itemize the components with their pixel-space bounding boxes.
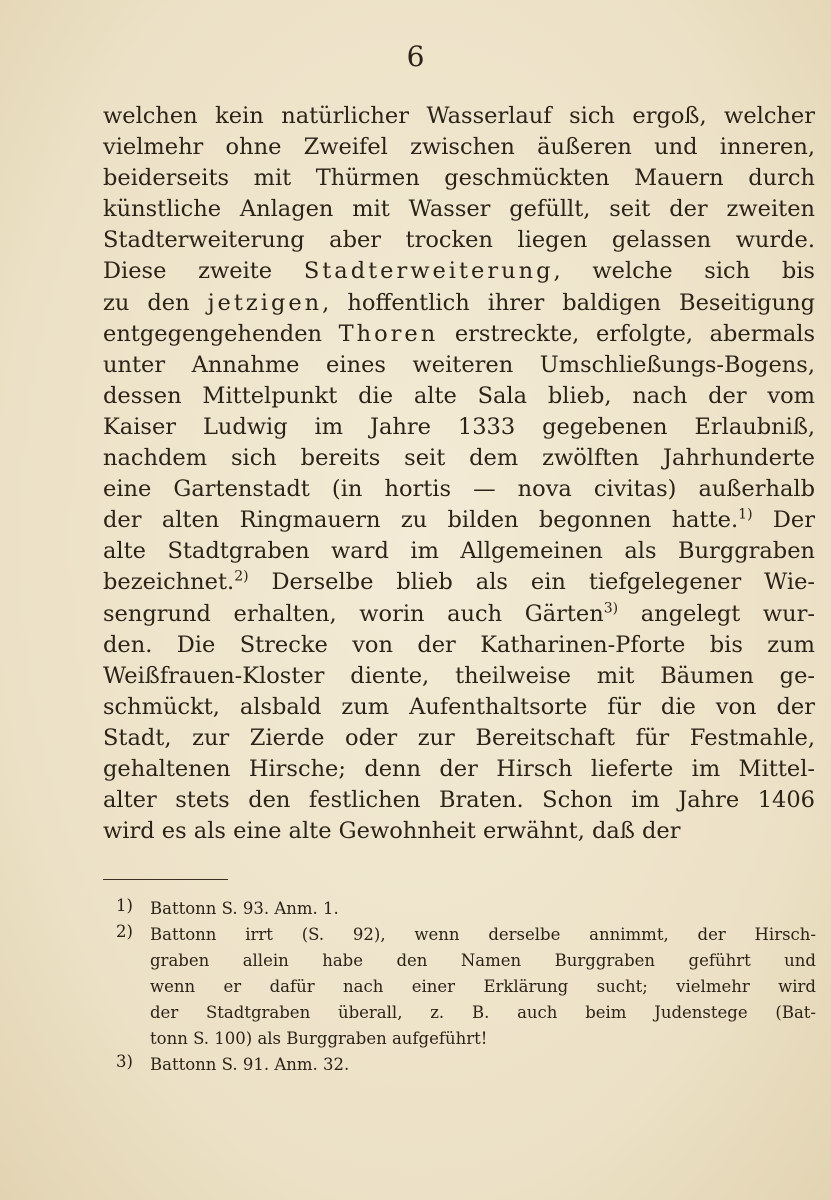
text-line: alte Stadtgraben ward im Allgemeinen als Burggraben	[103, 538, 815, 565]
text-run: Diese zweite	[103, 258, 304, 285]
text-run: Derselbe blieb als ein tiefgelegener Wie-	[248, 569, 815, 596]
footnote-line: der Stadtgraben überall, z. B. auch beim Judenstege (Bat-	[150, 1003, 816, 1022]
footnote-line: Battonn S. 91. Anm. 32.	[150, 1055, 350, 1074]
footnotes	[116, 896, 816, 1078]
emphasized-word: Stadterweiterung	[303, 258, 554, 285]
footnote-2	[116, 922, 816, 1052]
text-line: Weißfrauen-Kloster diente, theilweise mit Bäumen ge-	[103, 662, 815, 689]
text-line: Stadt, zur Zierde oder zur Bereitschaft für Festmahle,	[103, 724, 815, 751]
text-line: dessen Mittelpunkt die alte Sala blieb, nach der vom	[103, 382, 815, 409]
text-line: schmückt, alsbald zum Aufenthaltsorte für die von der	[103, 693, 815, 720]
footnote-mark: 1)	[116, 896, 133, 915]
text-run: , welche sich bis	[553, 258, 815, 285]
footnote-1	[116, 896, 816, 922]
text-run: angelegt wur-	[618, 600, 815, 627]
footnote-line: Battonn irrt (S. 92), wenn derselbe annimmt, der Hirsch-	[150, 925, 816, 944]
footnote-3	[116, 1052, 816, 1078]
footnote-line: wenn er dafür nach einer Erklärung sucht; vielmehr wird	[150, 977, 816, 996]
footnote-ref: 3)	[603, 600, 619, 616]
text-line	[103, 319, 815, 350]
footnote-ref: 1)	[738, 506, 753, 523]
text-line	[103, 599, 815, 630]
text-run: zu den	[103, 289, 208, 316]
footnote-divider	[103, 879, 228, 880]
footnote-line: graben allein habe den Namen Burggraben geführt und	[150, 951, 816, 970]
text-line: beiderseits mit Thürmen geschmückten Mauern durch	[103, 165, 815, 192]
text-line: alter stets den festlichen Braten. Schon im Jahre 1406	[103, 787, 815, 814]
text-line: gehaltenen Hirsche; denn der Hirsch lieferte im Mittel-	[103, 755, 815, 782]
text-line: unter Annahme eines weiteren Umschließungs-Bogens,	[103, 351, 815, 378]
emphasized-word: Thoren	[338, 320, 439, 347]
text-run: , hoffentlich ihrer baldigen Beseitigung	[322, 289, 815, 316]
footnote-mark: 2)	[116, 922, 133, 941]
text-run: bezeichnet.	[103, 569, 235, 596]
text-line: den. Die Strecke von der Katharinen-Pforte bis zum	[103, 631, 815, 658]
text-line: welchen kein natürlicher Wasserlauf sich ergoß, welcher	[103, 103, 815, 129]
text-line	[103, 288, 815, 319]
text-run: sengrund erhalten, worin auch Gärten	[103, 600, 604, 627]
text-line	[103, 505, 815, 536]
text-line: Stadterweiterung aber trocken liegen gelassen wurde.	[103, 227, 815, 254]
page-number: 6	[406, 40, 425, 73]
text-line: künstliche Anlagen mit Wasser gefüllt, seit der zweiten	[103, 196, 815, 223]
text-line	[103, 256, 815, 287]
emphasized-word: jetzigen	[207, 289, 323, 316]
text-line: wird es als eine alte Gewohnheit erwähnt, daß der	[103, 818, 681, 845]
footnote-mark: 3)	[116, 1052, 133, 1071]
text-line: vielmehr ohne Zweifel zwischen äußeren und inneren,	[103, 134, 815, 161]
footnote-line: tonn S. 100) als Burggraben aufgeführt!	[150, 1029, 488, 1048]
text-run: der alten Ringmauern zu bilden begonnen hatte.	[103, 507, 739, 534]
text-run: entgegengehenden	[103, 320, 339, 347]
footnote-line: Battonn S. 93. Anm. 1.	[150, 899, 339, 918]
text-run: Der	[752, 507, 815, 534]
footnote-ref: 2)	[234, 568, 249, 585]
text-line: Kaiser Ludwig im Jahre 1333 gegebenen Erlaubniß,	[103, 413, 815, 440]
text-line	[103, 567, 815, 598]
main-text	[103, 101, 815, 847]
text-line: nachdem sich bereits seit dem zwölften Jahrhunderte	[103, 445, 815, 472]
text-line: eine Gartenstadt (in hortis — nova civitas) außerhalb	[103, 476, 815, 503]
text-run: erstreckte, erfolgte, abermals	[438, 320, 815, 347]
